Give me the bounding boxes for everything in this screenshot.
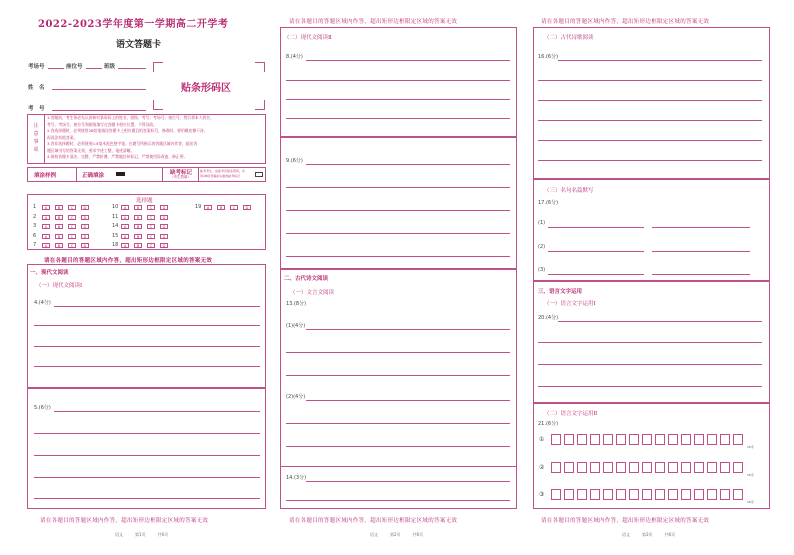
q17-item-1: (1) <box>538 220 546 226</box>
writing-grid-cell[interactable] <box>616 489 626 500</box>
choice-option-bubble[interactable]: B <box>134 243 142 248</box>
writing-grid-cell[interactable] <box>720 434 730 445</box>
writing-grid-cell[interactable] <box>655 462 665 473</box>
q4-label: 4.(4分) <box>34 300 51 306</box>
writing-grid-cell[interactable] <box>720 489 730 500</box>
q14-label: 14.(3分) <box>286 475 307 481</box>
choice-option-bubble[interactable]: C <box>147 205 155 210</box>
notes-side-label: 注意事项 <box>33 123 39 153</box>
grid-count-label: 15字 <box>747 473 754 477</box>
choice-number: 19 <box>195 204 202 210</box>
section2-sub: （一）文言文阅读 <box>290 290 335 296</box>
choice-option-bubble[interactable]: A <box>121 224 129 229</box>
section1-heading: 一、现代文阅读 <box>30 270 69 276</box>
choice-number: 3 <box>33 223 37 229</box>
writing-grid-cell[interactable] <box>564 489 574 500</box>
q16-label: 16.(6分) <box>538 54 559 60</box>
col2-bottom-warning: 请在各题目的答题区域内作答，超出矩形边框限定区域的答案无效 <box>289 518 458 524</box>
choice-number: 6 <box>33 232 37 239</box>
q17-item-2: (2) <box>538 244 546 250</box>
writing-grid-cell[interactable] <box>577 434 587 445</box>
col3-bottom-warning: 请在各题目的答题区域内作答，超出矩形边框限定区域的答案无效 <box>541 518 710 524</box>
choice-number: 1 <box>33 204 37 210</box>
class-label: 班级 <box>104 64 116 70</box>
writing-grid-cell[interactable] <box>642 462 652 473</box>
choice-option-bubble[interactable]: D <box>243 205 251 210</box>
writing-grid-cell[interactable] <box>733 434 743 445</box>
writing-grid-cell[interactable] <box>577 489 587 500</box>
choice-option-bubble[interactable]: B <box>55 243 63 248</box>
choice-option-bubble[interactable]: D <box>160 224 168 229</box>
grid-count-label: 15字 <box>747 445 754 449</box>
choice-option-bubble[interactable]: C <box>147 215 155 220</box>
page2-footer: 语文 第2页 共6页 <box>370 532 424 537</box>
q13-2-label: (2)(4分) <box>286 394 306 400</box>
choice-option-bubble[interactable]: C <box>68 243 76 248</box>
choice-option-bubble[interactable]: A <box>121 243 129 248</box>
choice-option-bubble[interactable]: B <box>134 234 142 239</box>
section1-sub: （一）现代文阅读Ⅰ <box>36 283 83 289</box>
page1-footer: 语文 第1页 共6页 <box>115 532 169 537</box>
writing-grid-cell[interactable] <box>720 462 730 473</box>
writing-grid-cell[interactable] <box>551 434 561 445</box>
barcode-label: 贴条形码区 <box>181 83 231 94</box>
number-label: 考 号 <box>28 106 45 112</box>
exam-room-label: 考场号 <box>28 64 45 70</box>
writing-grid-cell[interactable] <box>694 434 704 445</box>
writing-grid-cell[interactable] <box>564 434 574 445</box>
q21-label: 21.(6分) <box>538 421 559 427</box>
choice-option-bubble[interactable]: D <box>160 205 168 210</box>
choice-option-bubble[interactable]: B <box>134 224 142 229</box>
choice-option-bubble[interactable]: A <box>42 243 50 248</box>
choice-option-bubble[interactable]: C <box>147 224 155 229</box>
writing-grid-cell[interactable] <box>603 462 613 473</box>
col3-sub4: （二）语言文字运用Ⅱ <box>544 411 598 417</box>
col3-sub: （二）古代诗歌阅读 <box>544 35 594 41</box>
q20-label: 20.(4分) <box>538 315 559 321</box>
col3-sub2: （三）名句名篇默写 <box>544 188 594 194</box>
choice-number: 7 <box>33 242 37 248</box>
choice-option-bubble[interactable]: C <box>68 215 76 220</box>
q17-label: 17.(6分) <box>538 200 559 206</box>
q21-row-label: ③ <box>539 491 545 498</box>
answer-sheet-title: 2022-2023学年度第一学期高二开学考 <box>38 19 229 30</box>
mid-warning: 请在各题目的答题区域内作答，超出矩形边框限定区域的答案无效 <box>44 258 213 264</box>
choice-option-bubble[interactable]: A <box>42 205 50 210</box>
section3-sub: （一）语言文字运用Ⅰ <box>544 301 596 307</box>
choice-option-bubble[interactable]: D <box>81 234 89 239</box>
writing-grid-cell[interactable] <box>629 489 639 500</box>
choice-option-bubble[interactable]: C <box>68 234 76 239</box>
choice-option-bubble[interactable]: D <box>160 234 168 239</box>
writing-grid-cell[interactable] <box>577 462 587 473</box>
writing-grid-cell[interactable] <box>616 462 626 473</box>
writing-grid-cell[interactable] <box>551 489 561 500</box>
seat-label: 座位号 <box>66 64 83 70</box>
q17-item-3: (3) <box>538 267 546 273</box>
absent-sub-label: （考生禁填） <box>170 175 191 179</box>
correct-fill-label: 正确填涂 <box>82 173 105 179</box>
q9-label: 9.(6分) <box>286 158 303 164</box>
choice-option-bubble[interactable]: D <box>160 243 168 248</box>
choice-option-bubble[interactable]: D <box>160 215 168 220</box>
col2-top-warning: 请在各题目的答题区域内作答，超出矩形边框限定区域的答案无效 <box>289 19 458 25</box>
writing-grid-cell[interactable] <box>668 489 678 500</box>
choice-option-bubble[interactable]: A <box>42 224 50 229</box>
absent-label: 缺考标记 <box>170 170 193 176</box>
writing-grid-cell[interactable] <box>603 489 613 500</box>
choice-option-bubble[interactable]: D <box>81 205 89 210</box>
answer-sheet-subtitle: 语文答题卡 <box>116 40 162 50</box>
writing-grid-cell[interactable] <box>642 434 652 445</box>
choice-number: 11 <box>112 213 119 220</box>
writing-grid-cell[interactable] <box>590 462 600 473</box>
choice-option-bubble[interactable]: B <box>55 224 63 229</box>
choice-number: 14 <box>112 223 119 229</box>
choice-option-bubble[interactable]: C <box>147 234 155 239</box>
writing-grid-cell[interactable] <box>616 434 626 445</box>
choice-number: 15 <box>112 232 119 239</box>
writing-grid-cell[interactable] <box>733 462 743 473</box>
writing-grid-cell[interactable] <box>590 434 600 445</box>
writing-grid-cell[interactable] <box>681 462 691 473</box>
writing-grid-cell[interactable] <box>707 489 717 500</box>
absent-checkbox[interactable] <box>255 172 263 177</box>
writing-grid-cell[interactable] <box>707 462 717 473</box>
choice-option-bubble[interactable]: B <box>134 215 142 220</box>
writing-grid-cell[interactable] <box>642 489 652 500</box>
writing-grid-cell[interactable] <box>655 489 665 500</box>
choice-option-bubble[interactable]: B <box>55 215 63 220</box>
choice-option-bubble[interactable]: C <box>147 243 155 248</box>
absent-note: 缺考考生，由监考员贴条形码，并 用2B铅笔填涂右面的缺考标记 <box>200 169 246 178</box>
choice-number: 10 <box>112 204 119 210</box>
writing-grid-cell[interactable] <box>629 434 639 445</box>
q21-row-label: ② <box>539 464 545 471</box>
choice-option-bubble[interactable]: D <box>81 243 89 248</box>
writing-grid-cell[interactable] <box>564 462 574 473</box>
col3-top-warning: 请在各题目的答题区域内作答，超出矩形边框限定区域的答案无效 <box>541 19 710 25</box>
fill-example-label: 填涂样例 <box>34 173 57 179</box>
choice-option-bubble[interactable]: B <box>134 205 142 210</box>
choice-option-bubble[interactable]: A <box>204 205 212 210</box>
writing-grid-cell[interactable] <box>590 489 600 500</box>
col2-sub: （二）现代文阅读Ⅱ <box>284 35 332 41</box>
choice-number: 2 <box>33 213 37 220</box>
section2-heading: 二、古代诗文阅读 <box>284 276 329 282</box>
col1-bottom-warning: 请在各题目的答题区域内作答，超出矩形边框限定区域的答案无效 <box>40 518 209 524</box>
q13-label: 13.(8分) <box>286 301 307 307</box>
writing-grid-cell[interactable] <box>694 462 704 473</box>
page3-footer: 语文 第3页 共6页 <box>622 532 676 537</box>
notes-text: 1.答题前，考生务必先认真核对条形码上的姓名、班级、考号、考场号、座位号，然后将本人姓名、 考号、考场号、座位号和班级填写在答题卡相应位置，不得涂改。 2.答选择题时，必须使用2B铅笔填涂答题卡上相应题目的答案标号，修改时，要用橡皮擦干净， 再选涂其他答案。 3.答非选择题时，必须使用0.5毫米黑色签字笔，在题号所指示的答题区域内作答，超出答 题区域书写的答案无效，要求字迹工整，笔迹清晰。 4.保持答题卡清洁、完整，严禁折叠，严禁做任何标记，严禁使用涂改液、修正带。 <box>47 115 214 159</box>
writing-grid-cell[interactable] <box>733 489 743 500</box>
writing-grid-cell[interactable] <box>681 434 691 445</box>
choice-option-bubble[interactable]: A <box>42 234 50 239</box>
choice-option-bubble[interactable]: B <box>55 205 63 210</box>
choice-title: 选择题 <box>136 198 153 204</box>
q8-label: 8.(4分) <box>286 54 303 60</box>
writing-grid-cell[interactable] <box>655 434 665 445</box>
section3-heading: 三、语言文字运用 <box>538 289 583 295</box>
choice-number: 18 <box>112 242 119 248</box>
q13-1-label: (1)(4分) <box>286 323 306 329</box>
choice-option-bubble[interactable]: C <box>68 205 76 210</box>
name-label: 姓 名 <box>28 85 45 91</box>
writing-grid-cell[interactable] <box>694 489 704 500</box>
writing-grid-cell[interactable] <box>629 462 639 473</box>
choice-option-bubble[interactable]: B <box>55 234 63 239</box>
writing-grid-cell[interactable] <box>668 434 678 445</box>
choice-option-bubble[interactable]: D <box>81 215 89 220</box>
choice-option-bubble[interactable]: A <box>121 205 129 210</box>
choice-option-bubble[interactable]: D <box>81 224 89 229</box>
writing-grid-cell[interactable] <box>681 489 691 500</box>
choice-option-bubble[interactable]: A <box>121 234 129 239</box>
grid-count-label: 15字 <box>747 500 754 504</box>
writing-grid-cell[interactable] <box>603 434 613 445</box>
writing-grid-cell[interactable] <box>707 434 717 445</box>
writing-grid-cell[interactable] <box>668 462 678 473</box>
writing-grid-cell[interactable] <box>551 462 561 473</box>
choice-option-bubble[interactable]: B <box>217 205 225 210</box>
choice-option-bubble[interactable]: A <box>42 215 50 220</box>
choice-option-bubble[interactable]: C <box>230 205 238 210</box>
correct-fill-mark <box>116 172 125 176</box>
q5-label: 5.(6分) <box>34 405 51 411</box>
barcode-area <box>153 62 265 110</box>
choice-option-bubble[interactable]: C <box>68 224 76 229</box>
q21-row-label: ① <box>539 436 545 443</box>
choice-option-bubble[interactable]: A <box>121 215 129 220</box>
